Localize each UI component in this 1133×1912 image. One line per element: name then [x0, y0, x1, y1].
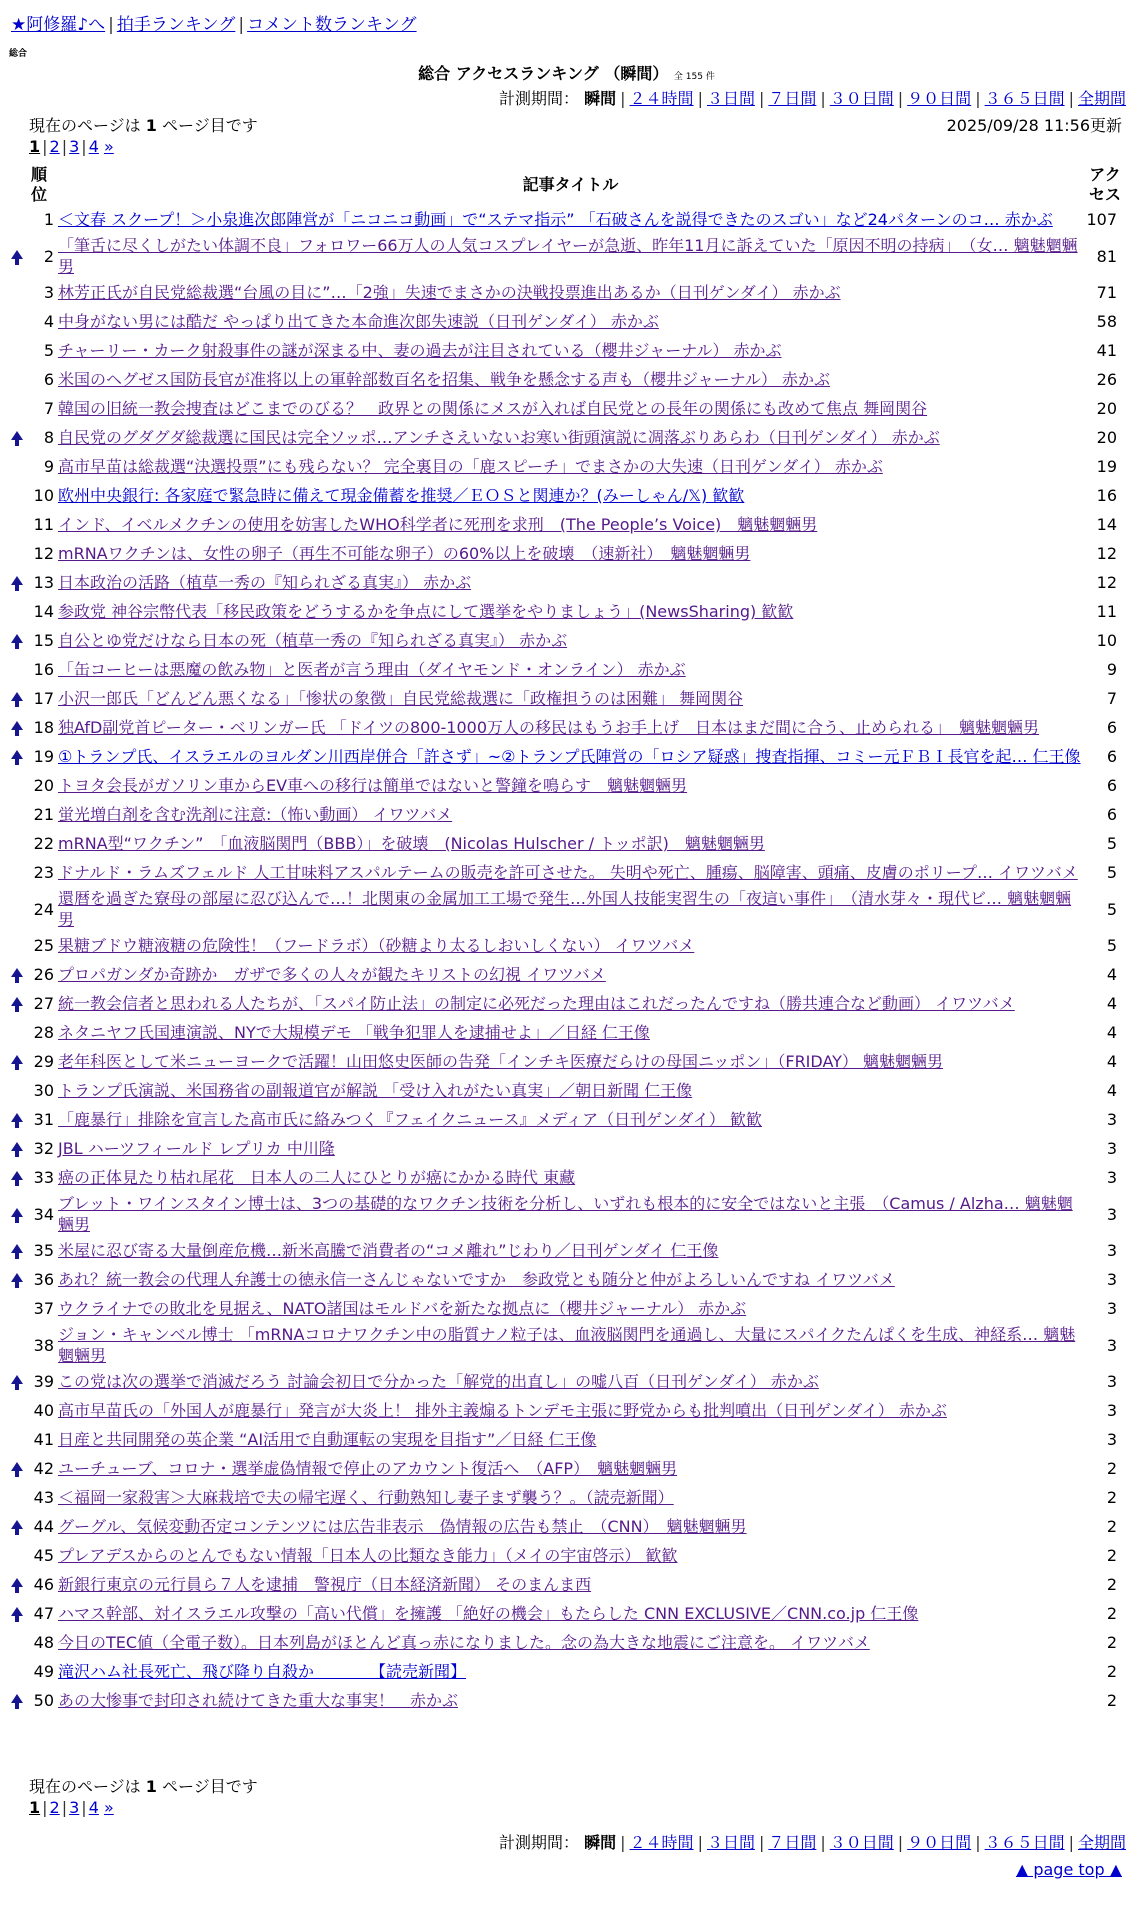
rank-number: 34 [33, 1204, 54, 1224]
rank-number: 2 [43, 246, 54, 266]
rank-number: 42 [33, 1459, 54, 1478]
rank-up-arrow-icon [11, 1578, 23, 1587]
period-link-90d[interactable]: ９０日間 [907, 1833, 972, 1852]
access-count: 41 [1096, 341, 1117, 360]
rank-up-arrow-icon [11, 1055, 23, 1064]
article-title-link[interactable]: トランプ氏演説、米国務省の副報道官が解説 「受け入れがたい真実」／朝日新聞 仁王像 [58, 1081, 693, 1100]
article-title-link[interactable]: プレアデスからのとんでもない情報「日本人の比類なき能力」（メイの宇宙啓示） 歓歓 [58, 1546, 678, 1565]
access-count: 3 [1106, 1335, 1117, 1355]
access-count: 12 [1096, 544, 1117, 563]
table-row [10, 394, 1125, 423]
article-title-link[interactable]: 統一教会信者と思われる人たちが、「スパイ防止法」の制定に必死だった理由はこれだったんですね（勝共連合など動画） イワツバメ [58, 994, 1015, 1013]
access-count: 6 [1106, 776, 1117, 795]
rank-up-arrow-icon [11, 1375, 23, 1384]
pager-link-3[interactable]: 3 [69, 1798, 80, 1817]
period-link-30d[interactable]: ３０日間 [829, 1833, 894, 1852]
rank-number: 48 [33, 1633, 54, 1652]
rank-number: 15 [33, 631, 54, 650]
period-link-30d[interactable]: ３０日間 [829, 89, 894, 108]
access-count: 2 [1106, 1459, 1117, 1478]
article-title-link[interactable]: 自公とゆ党だけなら日本の死（植草一秀の『知られざる真実』） 赤かぶ [58, 631, 568, 650]
rank-number: 38 [33, 1335, 54, 1355]
table-row [10, 1163, 1125, 1192]
access-count: 20 [1096, 428, 1117, 447]
rank-number: 24 [33, 899, 54, 919]
access-count: 3 [1106, 1270, 1117, 1289]
rank-number: 19 [33, 747, 54, 766]
period-selector-bottom: 計測期間： 瞬間 | ２４時間 | ３日間 | ７日間 | ３０日間 | ９０日間 | ３６５日間 | 全期間 [499, 1833, 1126, 1852]
article-title-link[interactable]: mRNA型“ワクチン” 「血液脳関門（BBB）」を破壊 (Nicolas Hulscher / トッポ訳) 魑魅魍魎男 [58, 834, 765, 853]
rank-up-arrow-icon [11, 968, 23, 977]
pager-current: 1 [29, 137, 41, 156]
access-count: 3 [1106, 1241, 1117, 1260]
rank-up-arrow-icon [11, 250, 23, 259]
article-title-link[interactable]: 「缶コーヒーは悪魔の飲み物」と医者が言う理由（ダイヤモンド・オンライン） 赤かぶ [58, 660, 686, 679]
rank-number: 11 [33, 515, 54, 534]
article-title-link[interactable]: 高市早苗氏の「外国人が鹿暴行」発言が大炎上！ 排外主義煽るトンデモ主張に野党からも批判噴出（日刊ゲンダイ） 赤かぶ [58, 1401, 947, 1420]
rank-up-arrow-icon [11, 1244, 23, 1253]
article-title-link[interactable]: 日本政治の活路（植草一秀の『知られざる真実』） 赤かぶ [58, 573, 472, 592]
page-title-text: 総合 アクセスランキング （瞬間） [418, 64, 669, 83]
period-link-3d[interactable]: ３日間 [706, 89, 755, 108]
access-count: 2 [1106, 1517, 1117, 1536]
rank-up-arrow-icon [11, 1208, 23, 1217]
rank-number: 6 [43, 370, 54, 389]
rank-number: 9 [43, 457, 54, 476]
period-current: 瞬間 [584, 89, 617, 108]
access-count: 6 [1106, 718, 1117, 737]
article-title-link[interactable]: 果糖ブドウ糖液糖の危険性！（フードラボ）（砂糖より太るしおいしくない） イワツバメ [58, 936, 695, 955]
nav-link-asyura-home[interactable]: ★阿修羅♪へ [11, 15, 106, 35]
table-header-row [10, 165, 1125, 205]
article-title-link[interactable]: インド、イベルメクチンの使用を妨害したWHO科学者に死刑を求刑 (The People’s Voice) 魑魅魍魎男 [58, 515, 818, 534]
table-row [10, 858, 1125, 887]
current-page-suffix: ページ目です [162, 1777, 258, 1796]
access-count: 14 [1096, 515, 1117, 534]
rank-number: 43 [33, 1488, 54, 1507]
access-count: 12 [1096, 573, 1117, 592]
rank-number: 25 [33, 936, 54, 955]
rank-up-arrow-icon [11, 721, 23, 730]
article-title-link[interactable]: 還暦を過ぎた寮母の部屋に忍び込んで…！北関東の金属加工工場で発生…外国人技能実習生の「夜這い事件」 （清水芽々・現代ビ… 魑魅魍魎男 [58, 889, 1072, 929]
table-row [10, 887, 1125, 931]
pagination-bottom: 1 | 2 | 3 | 4 » [29, 1798, 114, 1817]
table-row [10, 365, 1125, 394]
table-row [10, 1483, 1125, 1512]
rank-number: 21 [33, 805, 54, 824]
rank-number: 36 [33, 1270, 54, 1289]
period-label: 計測期間： [499, 1833, 580, 1852]
table-row [10, 1570, 1125, 1599]
table-row [10, 626, 1125, 655]
rank-number: 14 [33, 602, 54, 621]
page-title [0, 61, 1133, 84]
current-page-number: 1 [145, 1777, 157, 1796]
table-row [10, 1454, 1125, 1483]
access-count: 7 [1106, 689, 1117, 708]
article-title-link[interactable]: 韓国の旧統一教会捜査はどこまでのびる？ 政界との関係にメスが入れば自民党との長年の関係にも改めて焦点 舞岡関谷 [58, 399, 928, 418]
article-title-link[interactable]: 癌の正体見たり枯れ尾花 日本人の二人にひとりが癌にかかる時代 東藏 [58, 1168, 576, 1187]
article-title-link[interactable]: 中身がない男には酷だ やっぱり出てきた本命進次郎失速説（日刊ゲンダイ） 赤かぶ [58, 312, 659, 331]
table-row [10, 452, 1125, 481]
access-count: 4 [1106, 1023, 1117, 1042]
rank-number: 5 [43, 341, 54, 360]
rank-number: 17 [33, 689, 54, 708]
current-page-suffix: ページ目です [162, 116, 258, 135]
article-title-link[interactable]: 今日のTEC値（全電子数）。日本列島がほとんど真っ赤になりました。念の為大きな地震にご注意を。 イワツバメ [58, 1633, 870, 1652]
table-row [10, 1323, 1125, 1367]
article-title-link[interactable]: ＜文春 スクープ！＞小泉進次郎陣営が「ニコニコ動画」で“ステマ指示” 「石破さんを説得できたのスゴい」など24パターンのコ… 赤かぶ [58, 210, 1053, 229]
table-row [10, 205, 1125, 234]
access-count: 16 [1096, 486, 1117, 505]
rank-up-arrow-icon [11, 431, 23, 440]
rank-up-arrow-icon [11, 1273, 23, 1282]
access-count: 2 [1106, 1691, 1117, 1710]
period-link-365d[interactable]: ３６５日間 [984, 89, 1065, 108]
access-count: 2 [1106, 1575, 1117, 1594]
period-link-7d[interactable]: ７日間 [768, 1833, 817, 1852]
rank-number: 26 [33, 965, 54, 984]
nav-separator: | [238, 15, 245, 35]
article-title-link[interactable]: 高市早苗は総裁選“決選投票”にも残らない？ 完全裏目の「鹿スピーチ」でまさかの大失速（日刊ゲンダイ） 赤かぶ [58, 457, 883, 476]
article-title-link[interactable]: ＜福岡一家殺害＞大麻栽培で夫の帰宅遅く、行動熟知し妻子まず襲う？。（読売新聞） [58, 1488, 674, 1507]
rank-number: 45 [33, 1546, 54, 1565]
article-title-link[interactable]: 老年科医として米ニューヨークで活躍！山田悠史医師の告発「インチキ医療だらけの母国ニッポン」（FRIDAY） 魑魅魍魎男 [58, 1052, 944, 1071]
pager-link-4[interactable]: 4 [88, 137, 99, 156]
rank-up-arrow-icon [11, 692, 23, 701]
access-count: 5 [1106, 936, 1117, 955]
total-count: 全 155 件 [673, 72, 715, 82]
article-title-link[interactable]: ジョン・キャンベル博士 「mRNAコロナワクチン中の脂質ナノ粒子は、血液脳関門を通過し、大量にスパイクたんぱくを生成、神経系… 魑魅魍魎男 [58, 1325, 1076, 1365]
access-count: 6 [1106, 747, 1117, 766]
pager-link-2[interactable]: 2 [49, 137, 60, 156]
pager-link-3[interactable]: 3 [69, 137, 80, 156]
rank-number: 18 [33, 718, 54, 737]
access-count: 4 [1106, 965, 1117, 984]
rank-number: 7 [43, 399, 54, 418]
rank-up-arrow-icon [11, 1607, 23, 1616]
access-count: 5 [1106, 834, 1117, 853]
article-title-link[interactable]: ドナルド・ラムズフェルド 人工甘味料アスパルテームの販売を許可させた。 失明や死亡、腫瘍、脳障害、頭痛、皮膚のポリープ… イワツバメ [58, 863, 1078, 882]
article-title-link[interactable]: ブレット・ワインスタイン博士は、3つの基礎的なワクチン技術を分析し、いずれも根本的に安全ではないと主張 （Camus / Alzha… 魑魅魍魎男 [58, 1194, 1073, 1234]
table-row [10, 510, 1125, 539]
table-row [10, 1076, 1125, 1105]
table-row [10, 1628, 1125, 1657]
article-title-link[interactable]: ネタニヤフ氏国連演説、NYで大規模デモ 「戦争犯罪人を逮捕せよ」／日経 仁王像 [58, 1023, 650, 1042]
table-row [10, 1236, 1125, 1265]
table-row [10, 1367, 1125, 1396]
rank-up-arrow-icon [11, 1462, 23, 1471]
article-title-link[interactable]: 参政党 神谷宗幣代表「移民政策をどうするかを争点にして選挙をやりましょう」(NewsSharing) 歓歓 [58, 602, 794, 621]
article-title-link[interactable]: グーグル、気候変動否定コンテンツには広告非表示 偽情報の広告も禁止 （CNN） 魑魅魍魎男 [58, 1517, 747, 1536]
access-count: 3 [1106, 1372, 1117, 1391]
rank-number: 8 [43, 428, 54, 447]
table-row [10, 1265, 1125, 1294]
col-header-title: 記事タイトル [522, 175, 619, 194]
access-count: 3 [1106, 1168, 1117, 1187]
article-title-link[interactable]: 「筆舌に尽くしがたい体調不良」フォロワー66万人の人気コスプレイヤーが急逝、昨年11月に訴えていた「原因不明の持病」 （女… 魑魅魍魎男 [58, 236, 1078, 276]
period-link-7d[interactable]: ７日間 [768, 89, 817, 108]
rank-number: 50 [33, 1691, 54, 1710]
table-row [10, 1047, 1125, 1076]
rank-number: 32 [33, 1139, 54, 1158]
rank-up-arrow-icon [11, 1142, 23, 1151]
article-title-link[interactable]: 自民党のグダグダ総裁選に国民は完全ソッポ…アンチさえいないお寒い街頭演説に凋落ぶりあらわ（日刊ゲンダイ） 赤かぶ [58, 428, 940, 447]
table-row [10, 423, 1125, 452]
table-row [10, 568, 1125, 597]
rank-number: 49 [33, 1662, 54, 1681]
access-count: 3 [1106, 1204, 1117, 1224]
article-title-link[interactable]: 独AfD副党首ピーター・ベリンガー氏 「ドイツの800-1000万人の移民はもうお手上げ 日本はまだ間に合う、止められる」 魑魅魍魎男 [58, 718, 1040, 737]
article-title-link[interactable]: 日産と共同開発の英企業 “AI活用で自動運転の実現を目指す”／日経 仁王像 [58, 1430, 597, 1449]
table-row [10, 1134, 1125, 1163]
rank-number: 12 [33, 544, 54, 563]
article-title-link[interactable]: ハマス幹部、対イスラエル攻撃の「高い代償」を擁護 「絶好の機会」もたらした CNN EXCLUSIVE／CNN.co.jp 仁王像 [58, 1604, 919, 1623]
article-title-link[interactable]: 林芳正氏が自民党総裁選“台風の目に”…「2強」失速でまさかの決戦投票進出あるか（日刊ゲンダイ） 赤かぶ [58, 283, 841, 302]
period-link-all[interactable]: 全期間 [1077, 89, 1126, 108]
table-row [10, 1294, 1125, 1323]
rank-number: 35 [33, 1241, 54, 1260]
current-page-number: 1 [145, 116, 157, 135]
access-count: 4 [1106, 1081, 1117, 1100]
top-nav [11, 10, 417, 35]
access-count: 4 [1106, 994, 1117, 1013]
pager-next[interactable]: » [103, 137, 114, 156]
article-title-link[interactable]: あれ？統一教会の代理人弁護士の徳永信一さんじゃないですか 参政党とも随分と仲がよろしいんですね イワツバメ [58, 1270, 895, 1289]
rank-number: 10 [33, 486, 54, 505]
rank-number: 47 [33, 1604, 54, 1623]
access-count: 2 [1106, 1546, 1117, 1565]
access-count: 9 [1106, 660, 1117, 679]
access-count: 3 [1106, 1401, 1117, 1420]
access-count: 107 [1086, 210, 1117, 229]
rank-number: 29 [33, 1052, 54, 1071]
rank-up-arrow-icon [11, 634, 23, 643]
pager-current: 1 [29, 1798, 41, 1817]
rank-number: 31 [33, 1110, 54, 1129]
access-count: 2 [1106, 1633, 1117, 1652]
access-count: 2 [1106, 1662, 1117, 1681]
article-title-link[interactable]: JBL ハーツフィールド レプリカ 中川隆 [58, 1139, 335, 1158]
table-row [10, 960, 1125, 989]
article-title-link[interactable]: 新銀行東京の元行員ら７人を逮捕 警視庁（日本経済新聞） そのまんま西 [58, 1575, 592, 1594]
rank-up-arrow-icon [11, 1520, 23, 1529]
article-title-link[interactable]: mRNAワクチンは、女性の卵子（再生不可能な卵子）の60%以上を破壊 （速新社） 魑魅魍魎男 [58, 544, 751, 563]
table-row [10, 713, 1125, 742]
updated-timestamp: 2025/09/28 11:56更新 [946, 116, 1122, 135]
article-title-link[interactable]: 蛍光増白剤を含む洗剤に注意:（怖い動画） イワツバメ [58, 805, 453, 824]
ranking-table [10, 165, 1125, 1715]
table-row [10, 278, 1125, 307]
table-row [10, 1657, 1125, 1686]
rank-number: 37 [33, 1299, 54, 1318]
access-count: 3 [1106, 1299, 1117, 1318]
nav-link-comment-ranking[interactable]: コメント数ランキング [247, 15, 417, 35]
access-count: 4 [1106, 1052, 1117, 1071]
rank-up-arrow-icon [11, 997, 23, 1006]
page-top-link[interactable]: ▲ page top ▲ [1015, 1860, 1122, 1879]
rank-number: 30 [33, 1081, 54, 1100]
access-count: 5 [1106, 899, 1117, 919]
table-row [10, 234, 1125, 278]
period-current: 瞬間 [584, 1833, 617, 1852]
access-count: 3 [1106, 1110, 1117, 1129]
table-row [10, 1105, 1125, 1134]
article-title-link[interactable]: 米国のヘグゼス国防長官が准将以上の軍幹部数百名を招集、戦争を懸念する声も（櫻井ジャーナル） 赤かぶ [58, 370, 830, 389]
rank-number: 46 [33, 1575, 54, 1594]
period-link-24h[interactable]: ２４時間 [629, 89, 694, 108]
rank-number: 41 [33, 1430, 54, 1449]
rank-number: 1 [43, 210, 54, 229]
period-link-all[interactable]: 全期間 [1077, 1833, 1126, 1852]
table-row [10, 1541, 1125, 1570]
table-row [10, 742, 1125, 771]
access-count: 58 [1096, 312, 1117, 331]
period-link-365d[interactable]: ３６５日間 [984, 1833, 1065, 1852]
rank-up-arrow-icon [11, 1171, 23, 1180]
category-label-small: 総合 [9, 49, 28, 59]
table-row [10, 771, 1125, 800]
period-label: 計測期間： [499, 89, 580, 108]
table-row [10, 800, 1125, 829]
rank-up-arrow-icon [11, 1113, 23, 1122]
rank-number: 4 [43, 312, 54, 331]
article-title-link[interactable]: ユーチューブ、コロナ・選挙虚偽情報で停止のアカウント復活へ （AFP） 魑魅魍魎男 [58, 1459, 678, 1478]
table-row [10, 481, 1125, 510]
rank-number: 23 [33, 863, 54, 882]
period-selector-top: 計測期間： 瞬間 | ２４時間 | ３日間 | ７日間 | ３０日間 | ９０日間 | ３６５日間 | 全期間 [499, 89, 1126, 108]
access-count: 71 [1096, 283, 1117, 302]
current-page-info-bottom [29, 1774, 258, 1797]
article-title-link[interactable]: プロパガンダか奇跡か ガザで多くの人々が観たキリストの幻視 イワツバメ [58, 965, 606, 984]
rank-number: 22 [33, 834, 54, 853]
col-header-access: アクセス [1088, 165, 1121, 204]
rank-number: 40 [33, 1401, 54, 1420]
pagination-top: 1 | 2 | 3 | 4 » [29, 137, 114, 156]
article-title-link[interactable]: 小沢一郎氏「どんどん悪くなる」「惨状の象徴」自民党総裁選に「政権担うのは困難」 舞岡関谷 [58, 689, 744, 708]
rank-number: 20 [33, 776, 54, 795]
table-row [10, 684, 1125, 713]
table-row [10, 307, 1125, 336]
article-title-link[interactable]: 「鹿暴行」排除を宣言した高市氏に絡みつく『フェイクニュース』メディア（日刊ゲンダイ） 歓歓 [58, 1110, 762, 1129]
access-count: 81 [1096, 246, 1117, 266]
period-link-90d[interactable]: ９０日間 [907, 89, 972, 108]
current-page-prefix: 現在のページは [29, 1777, 141, 1796]
period-link-3d[interactable]: ３日間 [706, 1833, 755, 1852]
rank-up-arrow-icon [11, 576, 23, 585]
article-title-link[interactable]: この党は次の選挙で消滅だろう 討論会初日で分かった「解党的出直し」の嘘八百（日刊ゲンダイ） 赤かぶ [58, 1372, 819, 1391]
pager-link-4[interactable]: 4 [88, 1798, 99, 1817]
rank-number: 27 [33, 994, 54, 1013]
nav-separator: | [108, 15, 114, 35]
article-title-link[interactable]: ウクライナでの敗北を見据え、NATO諸国はモルドバを新たな拠点に（櫻井ジャーナル） 赤かぶ [58, 1299, 747, 1318]
table-row [10, 989, 1125, 1018]
article-title-link[interactable]: あの大惨事で封印され続けてきた重大な事実！ 赤かぶ [58, 1691, 459, 1710]
table-row [10, 336, 1125, 365]
access-count: 26 [1096, 370, 1117, 389]
access-count: 19 [1096, 457, 1117, 476]
table-row [10, 597, 1125, 626]
article-title-link[interactable]: ①トランプ氏、イスラエルのヨルダン川西岸併合「許さず」~②トランプ氏陣営の「ロシア疑惑」捜査指揮、コミー元ＦＢＩ長官を起… 仁王像 [58, 747, 1081, 766]
col-header-rank: 順位 [30, 165, 47, 204]
rank-up-arrow-icon [11, 1694, 23, 1703]
table-row [10, 1686, 1125, 1715]
table-row [10, 1018, 1125, 1047]
table-row [10, 1425, 1125, 1454]
nav-link-applause-ranking[interactable]: 拍手ランキング [116, 15, 236, 35]
rank-number: 28 [33, 1023, 54, 1042]
current-page-info [29, 113, 258, 136]
rank-number: 44 [33, 1517, 54, 1536]
access-count: 6 [1106, 805, 1117, 824]
access-count: 2 [1106, 1604, 1117, 1623]
rank-number: 3 [43, 283, 54, 302]
table-row [10, 539, 1125, 568]
access-count: 11 [1096, 602, 1117, 621]
rank-number: 13 [33, 573, 54, 592]
access-count: 5 [1106, 863, 1117, 882]
access-count: 10 [1096, 631, 1117, 650]
article-title-link[interactable]: チャーリー・カーク射殺事件の謎が深まる中、妻の過去が注目されている（櫻井ジャーナル） 赤かぶ [58, 341, 782, 360]
article-title-link[interactable]: トヨタ会長がガソリン車からEV車への移行は簡単ではないと警鐘を鳴らす 魑魅魍魎男 [58, 776, 688, 795]
table-row [10, 1599, 1125, 1628]
rank-number: 16 [33, 660, 54, 679]
article-title-link[interactable]: 欧州中央銀行: 各家庭で緊急時に備えて現金備蓄を推奨／ＥＯＳと関連か？(みーしゃん/𝕏) 歓歓 [58, 486, 745, 505]
pager-next[interactable]: » [103, 1798, 114, 1817]
table-row [10, 931, 1125, 960]
rank-number: 39 [33, 1372, 54, 1391]
rank-up-arrow-icon [11, 750, 23, 759]
article-title-link[interactable]: 滝沢ハム社長死亡、飛び降り自殺か 【読売新聞】 [58, 1662, 467, 1681]
table-row [10, 829, 1125, 858]
table-row [10, 655, 1125, 684]
table-row [10, 1396, 1125, 1425]
period-link-24h[interactable]: ２４時間 [629, 1833, 694, 1852]
table-row [10, 1512, 1125, 1541]
rank-number: 33 [33, 1168, 54, 1187]
access-count: 3 [1106, 1430, 1117, 1449]
article-title-link[interactable]: 米屋に忍び寄る大量倒産危機…新米高騰で消費者の“コメ離れ”じわり／日刊ゲンダイ 仁王像 [58, 1241, 719, 1260]
access-count: 2 [1106, 1488, 1117, 1507]
table-row [10, 1192, 1125, 1236]
access-count: 3 [1106, 1139, 1117, 1158]
current-page-prefix: 現在のページは [29, 116, 141, 135]
access-count: 20 [1096, 399, 1117, 418]
pager-link-2[interactable]: 2 [49, 1798, 60, 1817]
